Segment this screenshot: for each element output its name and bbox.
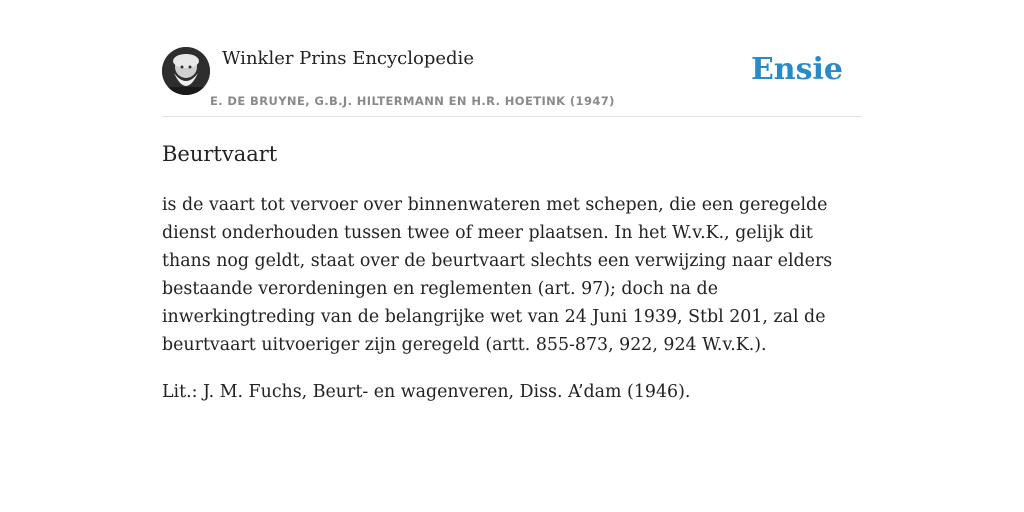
source-header	[162, 44, 862, 117]
source-authors: E. DE BRUYNE, G.B.J. HILTERMANN EN H.R. HOETINK (1947)	[210, 94, 615, 108]
article-literature: Lit.: J. M. Fuchs, Beurt- en wagenveren, Diss. A’dam (1946).	[162, 382, 691, 402]
ensie-logo-link[interactable]: Ensie	[750, 52, 843, 87]
source-title[interactable]: Winkler Prins Encyclopedie	[222, 48, 474, 69]
article-body: is de vaart tot vervoer over binnenwateren met schepen, die een geregelde dienst onderhouden tussen twee of meer plaatsen. In het W.v.K., gelijk dit thans nog geldt, staat over de beurtvaart slechts een verwijzing naar elders bestaande verordeningen en reglementen (art. 97); doch na de inwerkingtreding van de belangrijke wet van 24 Juni 1939, Stbl 201, zal de beurtvaart uitvoeriger zijn geregeld (artt. 855-873, 922, 924 W.v.K.).	[162, 195, 833, 355]
author-portrait-icon[interactable]	[162, 47, 210, 95]
article	[162, 138, 862, 406]
article-title: Beurtvaart	[162, 142, 278, 166]
